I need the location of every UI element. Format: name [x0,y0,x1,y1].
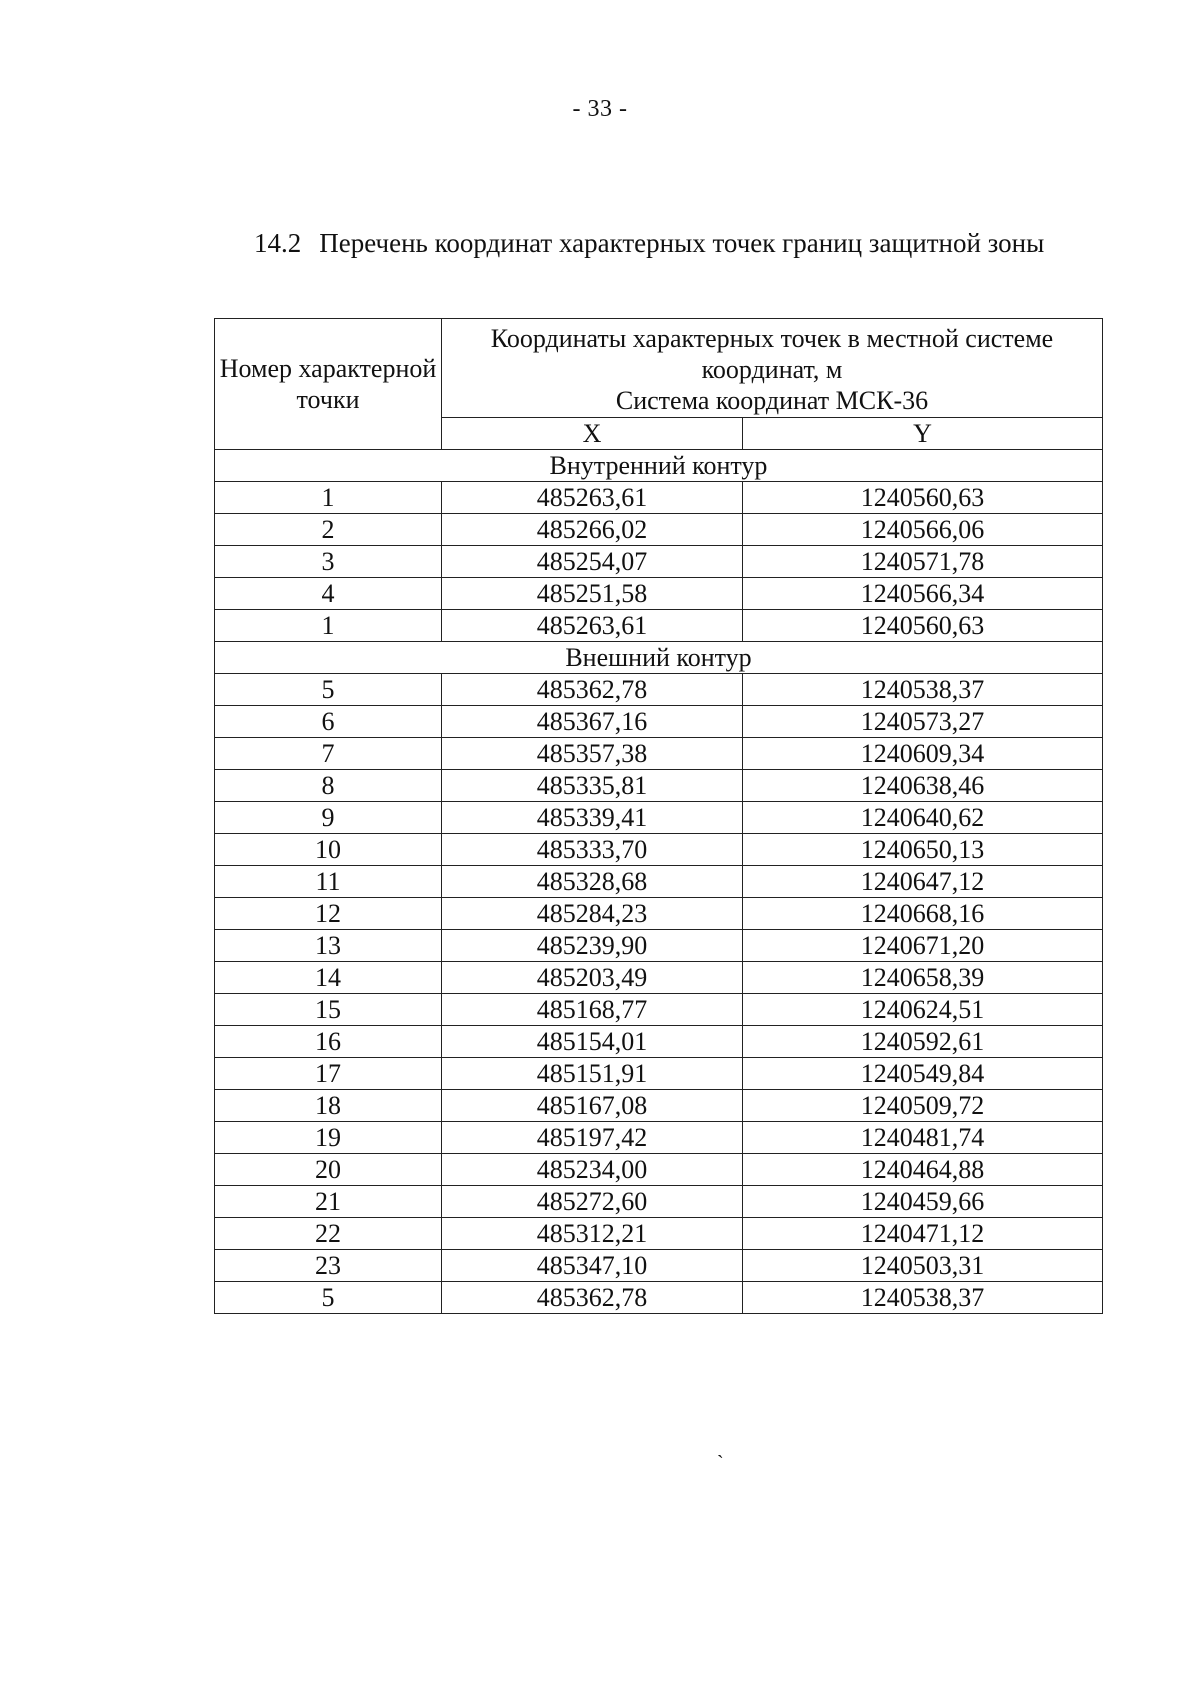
y-coordinate-cell: 1240647,12 [743,866,1103,898]
x-coordinate-cell: 485272,60 [442,1186,743,1218]
point-number-cell: 2 [215,514,442,546]
y-coordinate-cell: 1240668,16 [743,898,1103,930]
y-coordinate-cell: 1240566,06 [743,514,1103,546]
table-row [215,1218,1103,1250]
point-number-cell: 12 [215,898,442,930]
y-coordinate-cell: 1240538,37 [743,674,1103,706]
table-row [215,578,1103,610]
x-coordinate-cell: 485266,02 [442,514,743,546]
y-coordinate-cell: 1240481,74 [743,1122,1103,1154]
header-row-main [215,319,1103,418]
table-row [215,802,1103,834]
table-row [215,834,1103,866]
point-number-cell: 14 [215,962,442,994]
table-row [215,1282,1103,1314]
y-coordinate-cell: 1240573,27 [743,706,1103,738]
x-coordinate-cell: 485362,78 [442,1282,743,1314]
table-row [215,674,1103,706]
table-row [215,898,1103,930]
y-coordinate-cell: 1240560,63 [743,482,1103,514]
y-coordinate-cell: 1240592,61 [743,1026,1103,1058]
x-coordinate-cell: 485234,00 [442,1154,743,1186]
point-number-cell: 3 [215,546,442,578]
x-coordinate-cell: 485251,58 [442,578,743,610]
y-coordinate-cell: 1240560,63 [743,610,1103,642]
point-number-cell: 7 [215,738,442,770]
point-number-cell: 5 [215,1282,442,1314]
x-coordinate-cell: 485347,10 [442,1250,743,1282]
y-coordinate-cell: 1240671,20 [743,930,1103,962]
coordinates-table-body [215,319,1103,1314]
table-row [215,1154,1103,1186]
x-coordinate-cell: 485203,49 [442,962,743,994]
x-coordinate-cell: 485263,61 [442,482,743,514]
x-coordinate-cell: 485367,16 [442,706,743,738]
table-row [215,770,1103,802]
header-x: X [442,418,743,450]
y-coordinate-cell: 1240658,39 [743,962,1103,994]
y-coordinate-cell: 1240503,31 [743,1250,1103,1282]
x-coordinate-cell: 485335,81 [442,770,743,802]
y-coordinate-cell: 1240609,34 [743,738,1103,770]
x-coordinate-cell: 485357,38 [442,738,743,770]
x-coordinate-cell: 485263,61 [442,610,743,642]
table-row [215,1090,1103,1122]
y-coordinate-cell: 1240624,51 [743,994,1103,1026]
point-number-cell: 6 [215,706,442,738]
x-coordinate-cell: 485339,41 [442,802,743,834]
table-row [215,514,1103,546]
y-coordinate-cell: 1240538,37 [743,1282,1103,1314]
point-number-cell: 23 [215,1250,442,1282]
header-coordinates [442,319,1103,418]
point-number-cell: 9 [215,802,442,834]
point-number-cell: 1 [215,482,442,514]
section-number: 14.2 [254,228,302,258]
point-number-cell: 19 [215,1122,442,1154]
section-title-cell: Внешний контур [215,642,1103,674]
table-row [215,1058,1103,1090]
table-row [215,610,1103,642]
y-coordinate-cell: 1240471,12 [743,1218,1103,1250]
point-number-cell: 4 [215,578,442,610]
y-coordinate-cell: 1240650,13 [743,834,1103,866]
x-coordinate-cell: 485333,70 [442,834,743,866]
section-title-cell: Внутренний контур [215,450,1103,482]
x-coordinate-cell: 485239,90 [442,930,743,962]
x-coordinate-cell: 485328,68 [442,866,743,898]
point-number-cell: 13 [215,930,442,962]
x-coordinate-cell: 485167,08 [442,1090,743,1122]
point-number-cell: 16 [215,1026,442,1058]
section-row [215,642,1103,674]
x-coordinate-cell: 485254,07 [442,546,743,578]
coordinates-table [214,318,1103,1314]
y-coordinate-cell: 1240464,88 [743,1154,1103,1186]
x-coordinate-cell: 485168,77 [442,994,743,1026]
point-number-cell: 10 [215,834,442,866]
point-number-cell: 8 [215,770,442,802]
point-number-cell: 5 [215,674,442,706]
y-coordinate-cell: 1240640,62 [743,802,1103,834]
page-number: - 33 - [572,96,628,122]
stray-mark: ` [717,1452,724,1474]
y-coordinate-cell: 1240549,84 [743,1058,1103,1090]
table-row [215,1026,1103,1058]
table-row [215,482,1103,514]
table-row [215,866,1103,898]
table-row [215,546,1103,578]
table-row [215,1250,1103,1282]
x-coordinate-cell: 485197,42 [442,1122,743,1154]
x-coordinate-cell: 485362,78 [442,674,743,706]
x-coordinate-cell: 485312,21 [442,1218,743,1250]
point-number-cell: 22 [215,1218,442,1250]
table-row [215,930,1103,962]
y-coordinate-cell: 1240566,34 [743,578,1103,610]
point-number-cell: 15 [215,994,442,1026]
x-coordinate-cell: 485151,91 [442,1058,743,1090]
y-coordinate-cell: 1240638,46 [743,770,1103,802]
y-coordinate-cell: 1240571,78 [743,546,1103,578]
section-title: Перечень координат характерных точек границ защитной зоны [319,228,1045,258]
x-coordinate-cell: 485284,23 [442,898,743,930]
table-row [215,706,1103,738]
section-heading [254,228,1044,259]
table-row [215,994,1103,1026]
header-coordinates-title: Координаты характерных точек в местной системе координат, м [490,323,1054,384]
header-y: Y [743,418,1103,450]
table-row [215,738,1103,770]
point-number-cell: 11 [215,866,442,898]
section-row [215,450,1103,482]
y-coordinate-cell: 1240459,66 [743,1186,1103,1218]
x-coordinate-cell: 485154,01 [442,1026,743,1058]
point-number-cell: 18 [215,1090,442,1122]
point-number-cell: 20 [215,1154,442,1186]
point-number-cell: 21 [215,1186,442,1218]
table-row [215,1186,1103,1218]
header-coordinate-system: Система координат МСК-36 [615,385,929,415]
table-row [215,962,1103,994]
header-point-number: Номер характерной точки [215,319,442,450]
table-row [215,1122,1103,1154]
point-number-cell: 1 [215,610,442,642]
y-coordinate-cell: 1240509,72 [743,1090,1103,1122]
point-number-cell: 17 [215,1058,442,1090]
